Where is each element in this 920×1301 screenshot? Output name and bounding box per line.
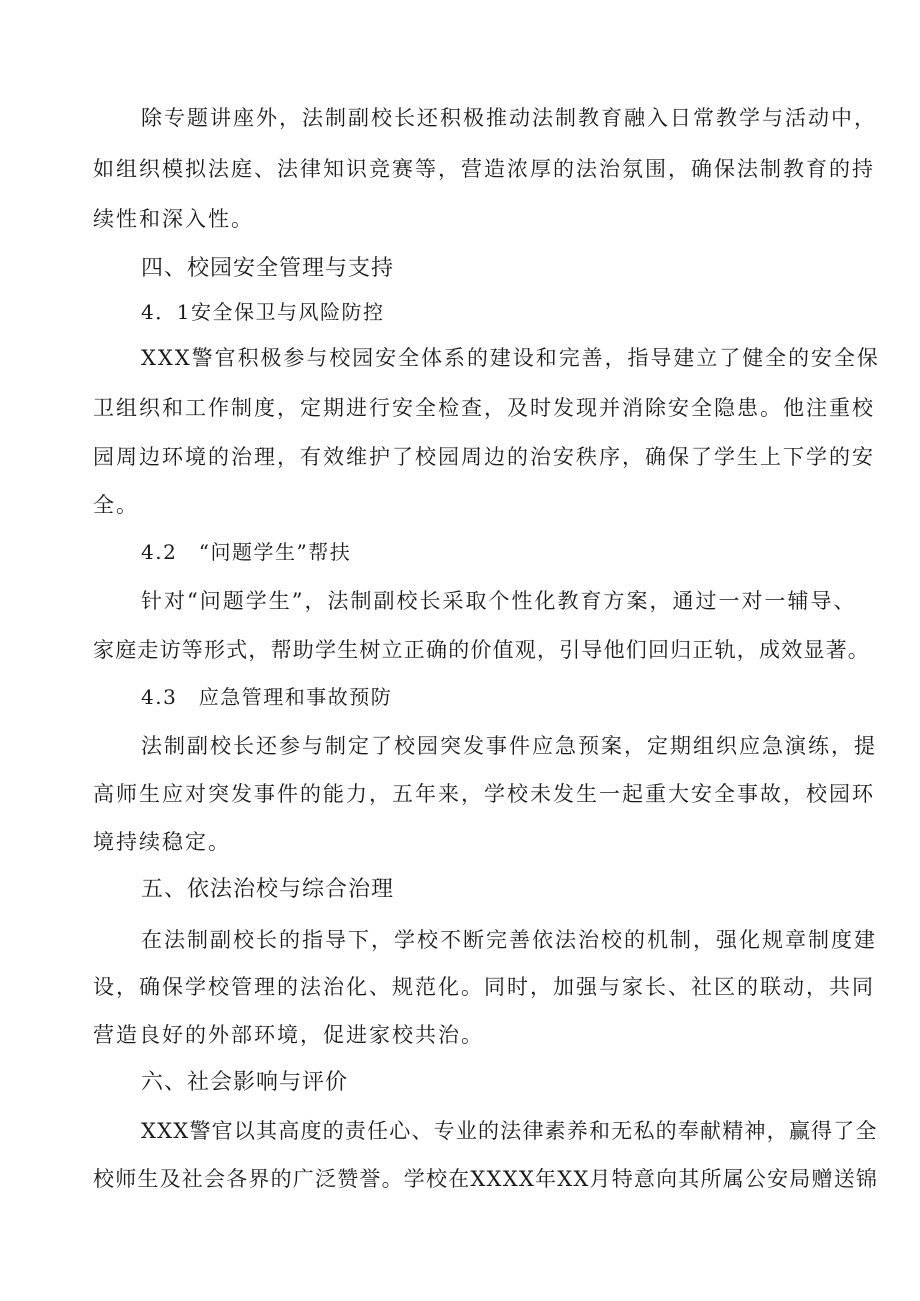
- section-heading: 六、社会影响与评价: [141, 1070, 349, 1095]
- paragraph-line: 营造良好的外部环境，促进家校共治。: [93, 1023, 484, 1047]
- paragraph-line: 境持续稳定。: [93, 830, 231, 854]
- section-heading: 四、校园安全管理与支持: [141, 256, 395, 281]
- paragraph-line: 在法制副校长的指导下，学校不断完善依法治校的机制，强化规章制度建: [141, 928, 877, 952]
- paragraph-line: 针对“问题学生”，法制副校长采取个性化教育方案，通过一对一辅导、: [141, 589, 857, 613]
- paragraph-line: 除专题讲座外，法制副校长还积极推动法制教育融入日常教学与活动中，: [141, 106, 877, 130]
- paragraph-line: 设，确保学校管理的法治化、规范化。同时，加强与家长、社区的联动，共同: [93, 975, 875, 999]
- paragraph-line: 家庭走访等形式，帮助学生树立正确的价值观，引导他们回归正轨，成效显著。: [93, 638, 870, 662]
- paragraph-line: 续性和深入性。: [93, 207, 254, 231]
- section-heading: 五、依法治校与综合治理: [141, 877, 395, 902]
- paragraph-line: XXX警官积极参与校园安全体系的建设和完善，指导建立了健全的安全保: [141, 346, 880, 370]
- subsection-heading: 4.3 应急管理和事故预防: [141, 685, 393, 709]
- paragraph-line: 校师生及社会各界的广泛赞誉。学校在XXXX年XX月特意向其所属公安局赠送锦: [93, 1167, 879, 1191]
- subsection-heading: 4．1安全保卫与风险防控: [141, 300, 385, 324]
- paragraph-line: 园周边环境的治理，有效维护了校园周边的治安秩序，确保了学生上下学的安: [93, 445, 875, 469]
- paragraph-line: XXX警官以其高度的责任心、专业的法律素养和无私的奉献精神，赢得了全: [141, 1119, 878, 1143]
- paragraph-line: 法制副校长还参与制定了校园突发事件应急预案，定期组织应急演练，提: [141, 734, 877, 758]
- paragraph-line: 如组织模拟法庭、法律知识竞赛等，营造浓厚的法治氛围，确保法制教育的持: [93, 157, 875, 181]
- paragraph-line: 高师生应对突发事件的能力，五年来，学校未发生一起重大安全事故，校园环: [93, 782, 875, 806]
- paragraph-line: 卫组织和工作制度，定期进行安全检查，及时发现并消除安全隐患。他注重校: [93, 396, 875, 420]
- paragraph-line: 全。: [93, 493, 139, 517]
- subsection-heading: 4.2 “问题学生”帮扶: [141, 540, 352, 564]
